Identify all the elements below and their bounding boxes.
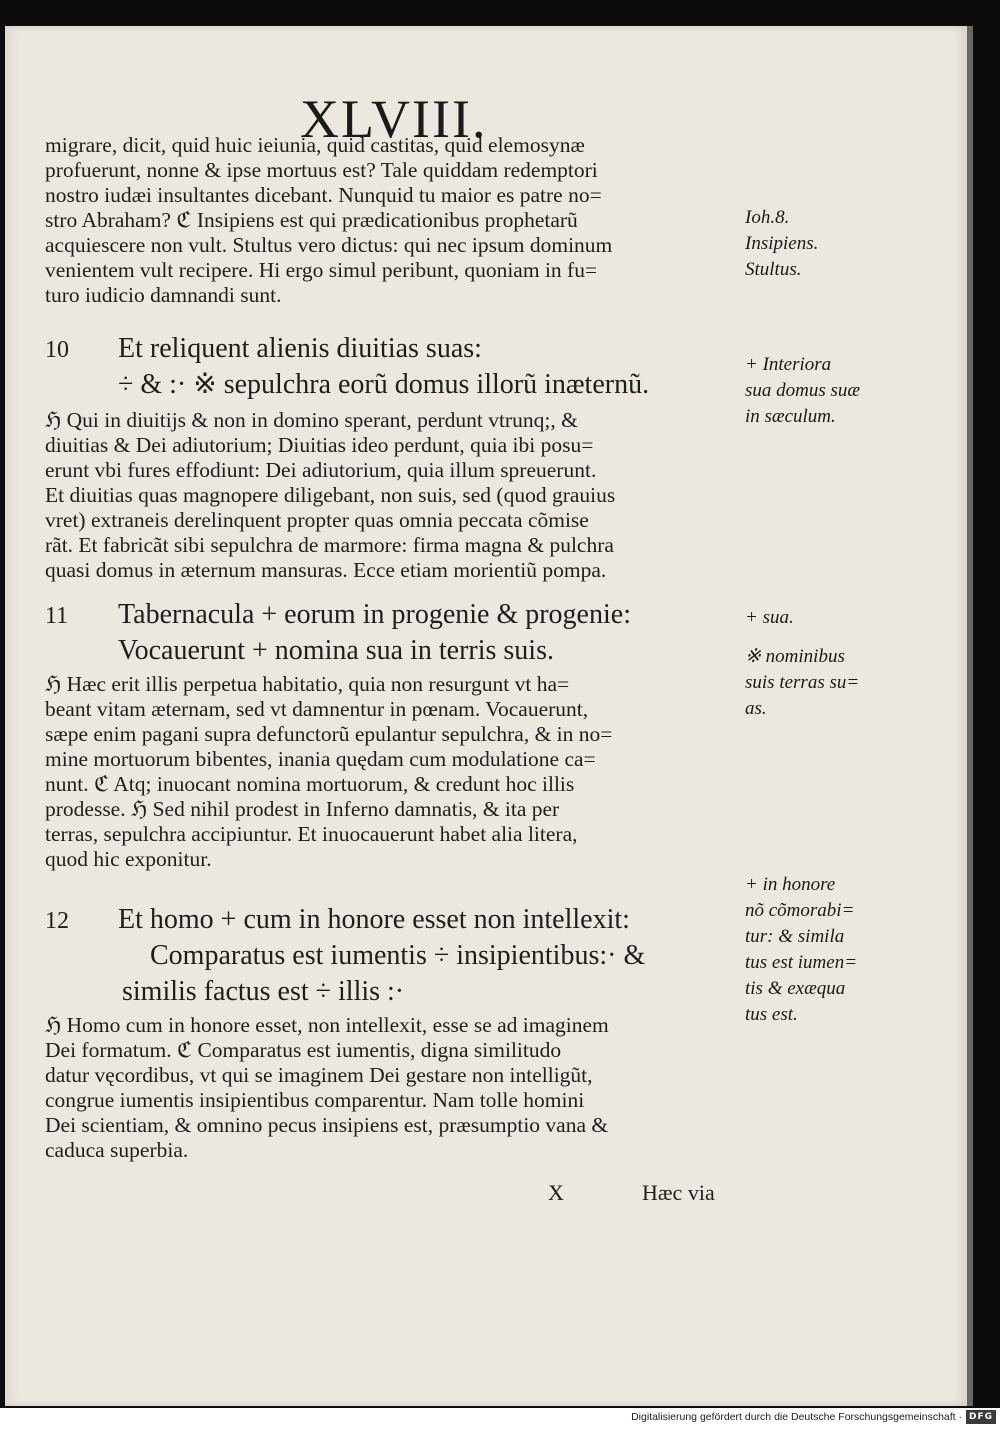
margin-note: Ioh.8. [745, 207, 790, 228]
margin-note: tus est iumen= [745, 952, 858, 973]
commentary-line: datur vęcordibus, vt qui se imaginem Dei gestare non intelligũt, [45, 1063, 593, 1087]
running-head: XLVIII. [300, 89, 488, 149]
verse-number: 12 [45, 908, 69, 934]
page-edge [967, 26, 973, 1406]
margin-note: as. [745, 698, 767, 719]
verse-text: Et reliquent alienis diuitias suas: [118, 333, 482, 364]
verse-number: 10 [45, 337, 69, 363]
signature-mark: X [548, 1180, 564, 1205]
commentary-line: diuitias & Dei adiutorium; Diuitias ideo perdunt, quia ibi posu= [45, 433, 594, 457]
commentary-line: Dei formatum. ℭ Comparatus est iumentis, digna similitudo [45, 1038, 562, 1062]
commentary-line: rãt. Et fabricãt sibi sepulchra de marmore: firma magna & pulchra [45, 533, 614, 557]
verse-text: Comparatus est iumentis ÷ insipientibus:· & [150, 940, 646, 971]
body-line: venientem vult recipere. Hi ergo simul peribunt, quoniam in fu= [45, 258, 598, 282]
margin-note: ※ nominibus [745, 646, 845, 667]
body-line: nostro iudæi insultantes dicebant. Nunquid tu maior es patre no= [45, 183, 602, 207]
commentary-line: sæpe enim pagani supra defunctorũ epulantur sepulchra, & in no= [45, 722, 613, 746]
margin-note: nõ cõmorabi= [745, 900, 855, 921]
commentary-line: vret) extraneis derelinquent propter quas omnia peccata cõmise [45, 508, 589, 532]
verse-text: ÷ & :· ※ sepulchra eorũ domus illorũ inæternũ. [118, 369, 650, 400]
body-line: acquiescere non vult. Stultus vero dictus: qui nec ipsum dominum [45, 233, 613, 257]
verse-text: Et homo + cum in honore esset non intellexit: [118, 904, 630, 935]
verse-text: Vocauerunt + nomina sua in terris suis. [118, 635, 554, 666]
margin-note: + sua. [745, 607, 794, 628]
margin-note: + Interiora [745, 354, 832, 375]
body-line: profuerunt, nonne & ipse mortuus est? Tale quiddam redemptori [45, 158, 598, 182]
body-line: migrare, dicit, quid huic ieiunia, quid castitas, quid elemosynæ [45, 133, 585, 157]
margin-note: Insipiens. [745, 233, 819, 254]
dfg-logo: DFG [966, 1410, 996, 1424]
commentary-line: nunt. ℭ Atq; inuocant nomina mortuorum, & credunt hoc illis [45, 772, 575, 796]
margin-note: tis & exæqua [745, 978, 846, 999]
verse-text: Tabernacula + eorum in progenie & progenie: [118, 599, 631, 630]
catchword: Hæc via [642, 1180, 715, 1205]
body-line: turo iudicio damnandi sunt. [45, 283, 282, 307]
margin-note: sua domus suæ [745, 380, 861, 401]
commentary-line: terras, sepulchra accipiuntur. Et inuocauerunt habet alia litera, [45, 822, 578, 846]
commentary-line: beant vitam æternam, sed vt damnentur in pœnam. Vocauerunt, [45, 697, 589, 721]
margin-note: in sæculum. [745, 406, 836, 427]
commentary-line: erunt vbi fures effodiunt: Dei adiutorium, quia illum spreuerunt. [45, 458, 597, 482]
verse-text: similis factus est ÷ illis :· [122, 976, 405, 1007]
commentary-line: ℌ Hæc erit illis perpetua habitatio, quia non resurgunt vt ha= [45, 672, 570, 696]
verse-number: 11 [45, 603, 69, 629]
body-line: stro Abraham? ℭ Insipiens est qui prædicationibus prophetarũ [45, 208, 578, 232]
margin-note: tur: & simila [745, 926, 845, 947]
commentary-line: prodesse. ℌ Sed nihil prodest in Inferno damnatis, & ita per [45, 797, 560, 821]
commentary-line: ℌ Homo cum in honore esset, non intellexit, esse se ad imaginem [45, 1013, 609, 1037]
commentary-line: congrue iumentis insipientibus comparentur. Nam tolle homini [45, 1088, 585, 1112]
commentary-line: Dei scientiam, & omnino pecus insipiens est, præsumptio vana & [45, 1113, 609, 1137]
funding-credit: Digitalisierung gefördert durch die Deutsche Forschungsgemeinschaft · [631, 1411, 962, 1423]
margin-note: Stultus. [745, 259, 802, 280]
commentary-line: Et diuitias quas magnopere diligebant, non suis, sed (quod grauius [45, 483, 616, 507]
commentary-line: caduca superbia. [45, 1138, 189, 1162]
commentary-line: quod hic exponitur. [45, 847, 212, 871]
margin-note: + in honore [745, 874, 836, 895]
commentary-line: mine mortuorum bibentes, inania quędam cum modulatione ca= [45, 747, 596, 771]
commentary-line: ℌ Qui in diuitijs & non in domino sperant, perdunt vtrunq;, & [45, 408, 578, 432]
margin-note: tus est. [745, 1004, 798, 1025]
digitization-footer [0, 1408, 1000, 1429]
margin-note: suis terras su= [745, 672, 860, 693]
commentary-line: quasi domus in æternum mansuras. Ecce etiam morientiũ pompa. [45, 558, 607, 582]
